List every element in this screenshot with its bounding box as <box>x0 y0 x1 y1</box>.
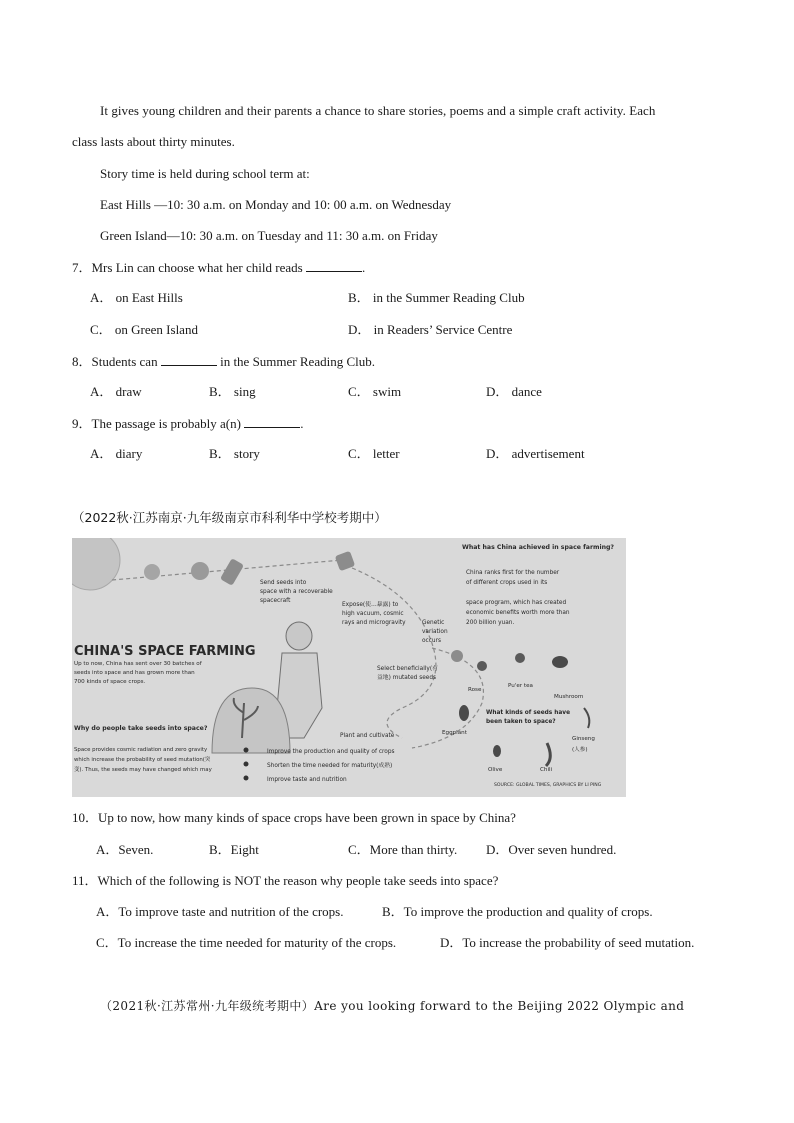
achieved-text: China ranks first for the number <box>466 570 560 576</box>
step-text: high vacuum, cosmic <box>342 611 404 617</box>
left-text: Up to now, China has sent over 30 batches of <box>74 661 202 667</box>
satellite-icon <box>220 558 244 586</box>
question-stem: 7．Mrs Lin can choose what her child reads <box>72 260 303 275</box>
credit-text: SOURCE: GLOBAL TIMES, GRAPHICS BY LI PING <box>494 783 602 788</box>
step-text: Select beneficially(有 <box>377 666 438 672</box>
infographic-drawing <box>72 538 626 797</box>
crop-label: Pu'er tea <box>508 683 533 689</box>
left-text: seeds into space and has grown more than <box>74 670 195 676</box>
q9-option-d[interactable]: D． advertisement <box>486 446 585 461</box>
crop-label: Rose <box>468 687 482 693</box>
q7-option-b[interactable]: B． in the Summer Reading Club <box>348 290 525 305</box>
rose-icon <box>477 661 487 671</box>
astronaut-helmet-icon <box>286 622 312 650</box>
step-text: 益地) mutated seeds <box>377 675 437 681</box>
orbit-path <box>352 568 436 738</box>
question-10: 10．Up to now, how many kinds of space crops have been grown in space by China? <box>72 810 516 825</box>
step-text: variation <box>422 629 448 635</box>
q9-option-c[interactable]: C． letter <box>348 446 400 461</box>
bullet-icon <box>244 762 249 767</box>
mushroom-icon <box>552 656 568 668</box>
crop-label: Eggplant <box>442 730 467 736</box>
crop-label: (人参) <box>572 747 588 753</box>
step-text: rays and microgravity <box>342 620 406 626</box>
left-text: 700 kinds of space crops. <box>74 679 146 685</box>
step-text: space with a recoverable <box>260 589 333 595</box>
question-8 <box>72 353 375 370</box>
rocket-icon <box>144 564 160 580</box>
q10-option-d[interactable]: D．Over seven hundred. <box>486 842 617 857</box>
question-stem-end: in the Summer Reading Club. <box>220 354 375 369</box>
step-text: occurs <box>422 638 441 644</box>
eggplant-icon <box>459 705 469 721</box>
q7-option-a[interactable]: A． on East Hills <box>90 290 183 305</box>
chili-icon <box>546 743 550 766</box>
benefit-text: Shorten the time needed for maturity(成熟) <box>267 763 393 769</box>
why-text: which increase the probability of seed mutation(突 <box>74 757 211 763</box>
q9-option-b[interactable]: B． story <box>209 446 260 461</box>
q9-option-a[interactable]: A． diary <box>90 446 143 461</box>
question-stem: 8．Students can <box>72 354 158 369</box>
space-farming-infographic <box>72 538 626 797</box>
crops-heading: What kinds of seeds have <box>486 710 571 716</box>
infographic-title: CHINA'S SPACE FARMING <box>74 644 256 659</box>
passage-line: class lasts about thirty minutes. <box>72 134 235 149</box>
tea-icon <box>515 653 525 663</box>
step-text: Expose(使…暴露) to <box>342 602 399 608</box>
why-text: Space provides cosmic radiation and zero gravity <box>74 747 208 753</box>
crop-label: Mushroom <box>554 694 584 700</box>
crop-label: Ginseng <box>572 736 595 742</box>
answer-blank[interactable] <box>161 353 217 366</box>
step-text: spacecraft <box>260 598 291 604</box>
q11-option-d[interactable]: D．To increase the probability of seed mutation. <box>440 935 695 950</box>
olive-icon <box>493 745 501 757</box>
globe-icon <box>72 538 120 590</box>
q8-option-c[interactable]: C． swim <box>348 384 402 399</box>
bullet-icon <box>244 776 249 781</box>
q11-option-c[interactable]: C．To increase the time needed for maturity of the crops. <box>96 935 397 950</box>
crop-label: Olive <box>488 767 503 773</box>
q11-option-b[interactable]: B．To improve the production and quality of crops. <box>382 904 653 919</box>
achieved-heading: What has China achieved in space farming? <box>462 544 615 551</box>
q10-option-c[interactable]: C．More than thirty. <box>348 842 458 857</box>
ginseng-icon <box>584 708 589 728</box>
source-citation: （2021秋·江苏常州·九年级统考期中）Are you looking forward to the Beijing 2022 Olympic and <box>100 999 685 1013</box>
passage-line: Story time is held during school term at: <box>100 166 310 181</box>
step-text: Plant and cultivate <box>340 733 395 739</box>
question-9 <box>72 415 303 432</box>
q8-option-b[interactable]: B． sing <box>209 384 256 399</box>
achieved-text: economic benefits worth more than <box>466 610 570 616</box>
capsule-icon <box>191 562 209 580</box>
benefit-text: Improve taste and nutrition <box>267 777 347 783</box>
q7-option-c[interactable]: C． on Green Island <box>90 322 198 337</box>
question-stem-end: . <box>361 260 366 275</box>
q7-option-d[interactable]: D． in Readers’ Service Centre <box>348 322 513 337</box>
q10-option-b[interactable]: B．Eight <box>209 842 259 857</box>
benefit-text: Improve the production and quality of crops <box>267 749 395 755</box>
passage-line: East Hills —10: 30 a.m. on Monday and 10: 00 a.m. on Wednesday <box>100 197 452 212</box>
question-stem-end: . <box>300 416 304 431</box>
answer-blank[interactable] <box>244 415 300 428</box>
passage-line: It gives young children and their parents a chance to share stories, poems and a simple craft activity. Each <box>100 103 656 118</box>
q8-option-d[interactable]: D． dance <box>486 384 542 399</box>
crop-label: Chili <box>540 767 553 773</box>
achieved-text: of different crops used in its <box>466 580 548 586</box>
question-11: 11．Which of the following is NOT the reason why people take seeds into space? <box>72 873 499 888</box>
q11-option-a[interactable]: A．To improve taste and nutrition of the crops. <box>96 904 344 919</box>
dna-icon <box>451 650 463 662</box>
source-citation: （2022秋·江苏南京·九年级南京市科利华中学校考期中） <box>72 510 387 525</box>
crops-heading: been taken to space? <box>486 719 556 725</box>
answer-blank[interactable] <box>306 259 362 272</box>
q10-option-a[interactable]: A．Seven. <box>96 842 154 857</box>
why-heading: Why do people take seeds into space? <box>74 725 208 732</box>
why-text: 变). Thus, the seeds may have changed which may <box>74 767 212 773</box>
question-7 <box>72 259 365 276</box>
bullet-icon <box>244 748 249 753</box>
step-text: Genetic <box>422 620 445 626</box>
q8-option-a[interactable]: A． draw <box>90 384 142 399</box>
passage-line: Green Island—10: 30 a.m. on Tuesday and 11: 30 a.m. on Friday <box>100 228 438 243</box>
question-stem: 9．The passage is probably a(n) <box>72 416 241 431</box>
step-text: Send seeds into <box>260 580 307 586</box>
achieved-text: space program, which has created <box>466 600 567 606</box>
achieved-text: 200 billion yuan. <box>466 620 515 626</box>
